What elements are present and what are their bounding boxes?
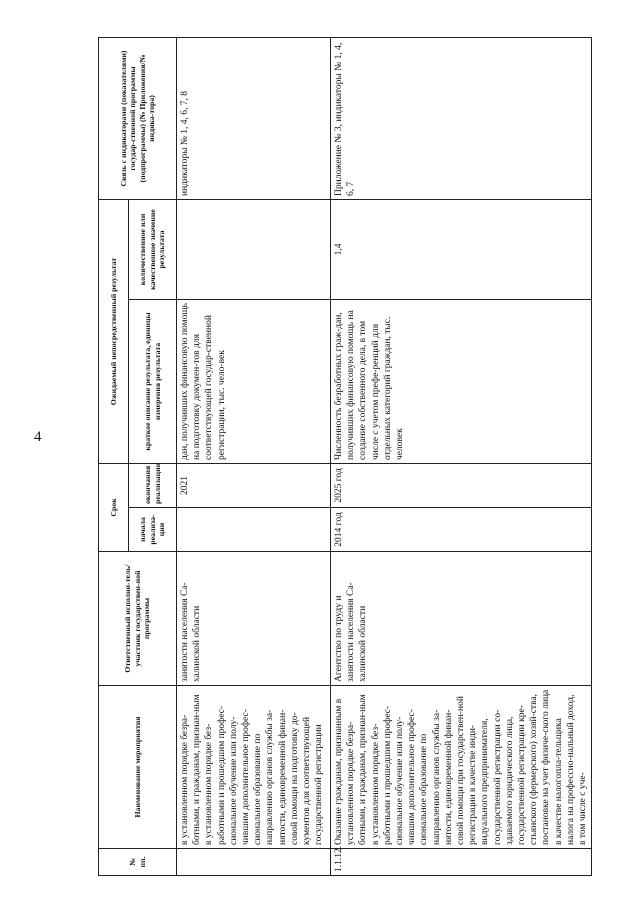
header-link: Связь с индикаторами (показателями) государ-ственной программы (подпрограммы) (№ Приложения/№ индика-тора) [99,37,177,199]
cell-measure: Оказание гражданам, признанным в установленном порядке безра-ботными, и гражданам, признан-ным в установленном порядке без-работными и прошедшим профес-сиональное обучение или полу-чившим дополнительное профес-сиональное образование по направлению органов службы за-нятости, единовременной финан-совой помощи при государствен-ной регистрации в качестве инди-видуального предпринимателя, государственной регистрации со-здаваемого юридического лица, государственной регистрации кре-стьянского (фермерского) хозяй-ства, постановке на учет физиче-ского лица в качестве налогопла-тельщика налога на профессио-нальный доход, в том числе с уче- [331,686,592,849]
header-term-start: начала реализа-ции [129,508,177,552]
header-term-end: окончания реализации [129,463,177,507]
header-term: Срок [99,463,129,551]
header-row-1 [99,37,129,875]
cell-result-desc: дан, получивших финансовую помощь на подготовку докумен-тов для соответствующей государ-ственной регистрации, тыс. чело-век [177,299,331,463]
measures-table [98,37,592,876]
rotated-table-container [98,38,589,876]
header-num: № пп. [99,849,177,876]
cell-end: 2021 [177,463,331,507]
header-result: Ожидаемый непосредственный результат [99,199,129,463]
cell-result-value [177,199,331,299]
cell-link: Приложение № 3, индикаторы № 1, 4, 6, 7 [331,37,592,199]
header-responsible: Ответственный исполни-тель/участник государствен-ной программы [99,552,177,686]
cell-result-value: 1,4 [331,199,592,299]
cell-end: 2025 год [331,463,592,507]
cell-start: 2014 год [331,508,592,552]
table-row [177,37,331,875]
table-row [331,37,592,875]
header-measure: Наименование мероприятия [99,686,177,849]
cell-num [177,849,331,876]
header-result-desc: краткое описание результата, единицы измерения результата [129,299,177,463]
cell-result-desc: Численность безработных граж-дан, получивших финансовую помощь на создание собственного дела, в том числе с учетом префе-ренций для отдельных категорий граждан, тыс. человек [331,299,592,463]
header-result-value: количественное или качественное значение результата [129,199,177,299]
cell-responsible: Агентство по труду и занятости населения Са-халинской области [331,552,592,686]
cell-measure: в установленном порядке безра-ботными, и гражданам, признан-ным в установленном порядке без-работными и прошедшим профес-сиональное обучение или полу-чившим дополнительное профес-сиональное образование по направлению органов службы за-нятости, единовременной финан-совой помощи на подготовку до-кументов для соответствующей государственной регистрации [177,686,331,849]
cell-start [177,508,331,552]
cell-link: индикаторы № 1, 4, 6, 7, 8 [177,37,331,199]
cell-num: 1.1.12. [331,849,592,876]
page-number: 4 [34,429,42,445]
cell-responsible: занятости населения Са-халинской области [177,552,331,686]
